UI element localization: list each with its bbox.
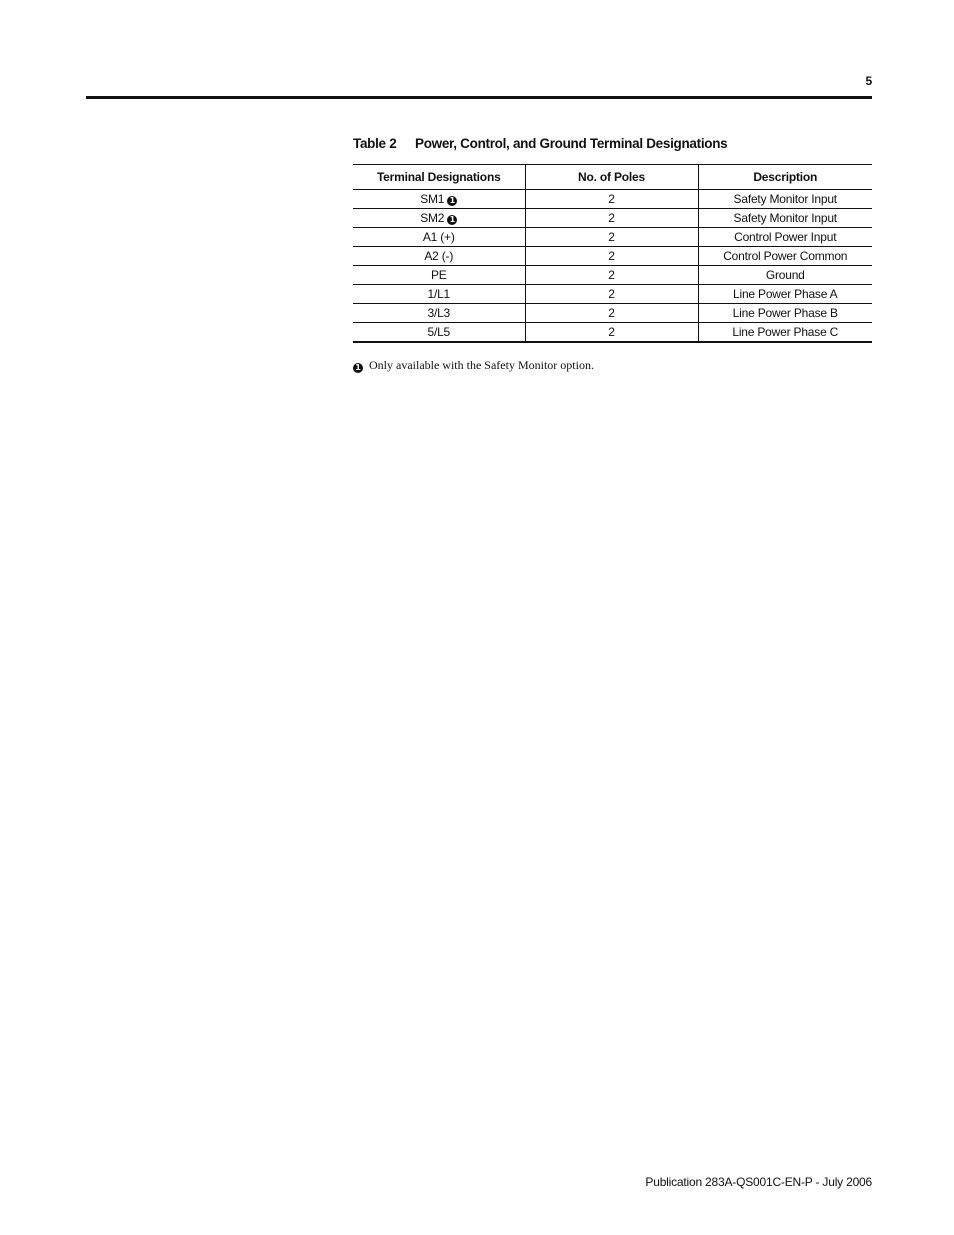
description-cell: Line Power Phase C [698, 323, 872, 343]
terminal-cell [353, 190, 525, 209]
poles-cell: 2 [525, 266, 698, 285]
description-cell: Line Power Phase B [698, 304, 872, 323]
table-row [353, 266, 872, 285]
publication-footer: Publication 283A-QS001C-EN-P - July 2006 [645, 1175, 872, 1189]
table-header-row [353, 165, 872, 190]
poles-cell: 2 [525, 323, 698, 343]
description-cell: Ground [698, 266, 872, 285]
table-row [353, 190, 872, 209]
page-number: 5 [865, 74, 872, 88]
column-header-poles: No. of Poles [525, 165, 698, 190]
column-header-terminal: Terminal Designations [353, 165, 525, 190]
footnote-marker-icon: 1 [447, 196, 457, 206]
table-row [353, 247, 872, 266]
terminal-label: SM2 [420, 211, 445, 225]
table-row [353, 323, 872, 343]
terminal-label: SM1 [420, 192, 445, 206]
footnote [353, 358, 594, 373]
terminal-cell: PE [353, 266, 525, 285]
table-caption [353, 136, 727, 151]
poles-cell: 2 [525, 247, 698, 266]
table-row [353, 285, 872, 304]
terminal-cell [353, 209, 525, 228]
terminal-cell: 1/L1 [353, 285, 525, 304]
description-cell: Line Power Phase A [698, 285, 872, 304]
description-cell: Control Power Input [698, 228, 872, 247]
terminal-cell: 3/L3 [353, 304, 525, 323]
footnote-marker-icon: 1 [447, 215, 457, 225]
description-cell: Safety Monitor Input [698, 190, 872, 209]
header-rule [86, 96, 872, 99]
description-cell: Control Power Common [698, 247, 872, 266]
poles-cell: 2 [525, 304, 698, 323]
footnote-text: Only available with the Safety Monitor option. [369, 358, 594, 372]
table-row [353, 209, 872, 228]
terminal-cell: 5/L5 [353, 323, 525, 343]
poles-cell: 2 [525, 285, 698, 304]
poles-cell: 2 [525, 209, 698, 228]
terminal-designations-table [353, 164, 872, 343]
column-header-description: Description [698, 165, 872, 190]
terminal-cell: A2 (-) [353, 247, 525, 266]
poles-cell: 2 [525, 190, 698, 209]
table-row [353, 304, 872, 323]
table-row [353, 228, 872, 247]
poles-cell: 2 [525, 228, 698, 247]
footnote-marker-icon: 1 [353, 363, 363, 373]
terminal-cell: A1 (+) [353, 228, 525, 247]
description-cell: Safety Monitor Input [698, 209, 872, 228]
table-caption-number: Table 2 [353, 136, 397, 151]
table-caption-title: Power, Control, and Ground Terminal Designations [415, 136, 728, 151]
